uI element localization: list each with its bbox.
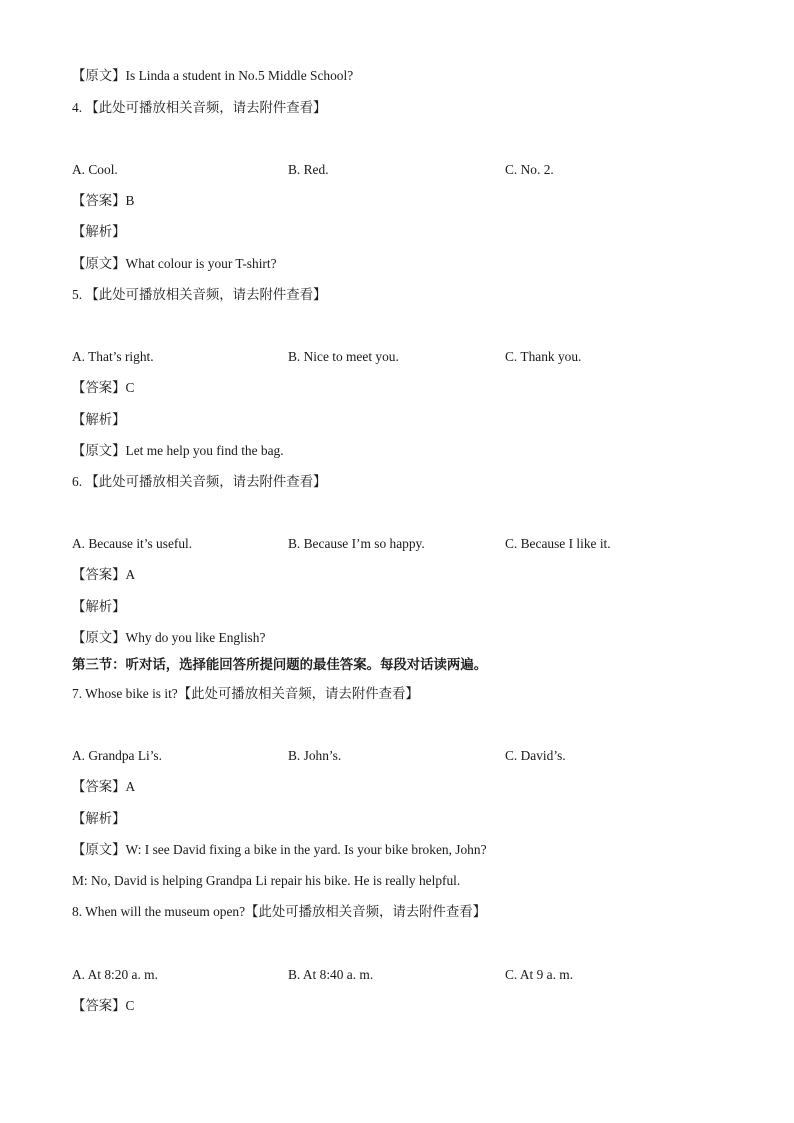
q6-option-c: C. Because I like it. — [505, 536, 611, 551]
q6-answer: 【答案】A — [72, 567, 136, 582]
q8-option-c: C. At 9 a. m. — [505, 967, 574, 982]
q7-option-b: B. John’s. — [288, 748, 342, 763]
section-3-heading: 第三节：听对话，选择能回答所提问题的最佳答案。每段对话读两遍。 — [72, 657, 488, 672]
q6-option-a: A. Because it’s useful. — [72, 536, 193, 551]
q7-option-c: C. David’s. — [505, 748, 566, 763]
q5-option-c: C. Thank you. — [505, 349, 582, 364]
q7-analysis: 【解析】 — [72, 811, 126, 826]
q4-analysis: 【解析】 — [72, 224, 126, 239]
q4-option-b: B. Red. — [288, 162, 329, 177]
q5-transcript: 【原文】Let me help you find the bag. — [72, 443, 284, 458]
q8-answer: 【答案】C — [72, 998, 135, 1013]
q5-option-b: B. Nice to meet you. — [288, 349, 399, 364]
q4-option-a: A. Cool. — [72, 162, 118, 177]
q8-option-a: A. At 8:20 a. m. — [72, 967, 158, 982]
q7-answer: 【答案】A — [72, 779, 136, 794]
q7-option-a: A. Grandpa Li’s. — [72, 748, 162, 763]
q5-analysis: 【解析】 — [72, 412, 126, 427]
question-8-prompt: 8. When will the museum open?【此处可播放相关音频，请去附件查看】 — [72, 904, 487, 919]
q4-transcript: 【原文】What colour is your T-shirt? — [72, 256, 277, 271]
q7-transcript-m: M: No, David is helping Grandpa Li repair his bike. He is really helpful. — [72, 873, 461, 888]
q4-option-c: C. No. 2. — [505, 162, 554, 177]
q6-analysis: 【解析】 — [72, 599, 126, 614]
q5-option-a: A. That’s right. — [72, 349, 154, 364]
q7-transcript-w: 【原文】W: I see David fixing a bike in the yard. Is your bike broken, John? — [72, 842, 487, 857]
transcript-text: 【原文】Is Linda a student in No.5 Middle School? — [72, 68, 354, 83]
q6-transcript: 【原文】Why do you like English? — [72, 630, 266, 645]
question-6-prompt: 6. 【此处可播放相关音频，请去附件查看】 — [72, 474, 327, 489]
question-7-prompt: 7. Whose bike is it?【此处可播放相关音频，请去附件查看】 — [72, 686, 419, 701]
q4-answer: 【答案】B — [72, 193, 135, 208]
q8-option-b: B. At 8:40 a. m. — [288, 967, 374, 982]
question-4-prompt: 4. 【此处可播放相关音频，请去附件查看】 — [72, 100, 327, 115]
q6-option-b: B. Because I’m so happy. — [288, 536, 425, 551]
question-5-prompt: 5. 【此处可播放相关音频，请去附件查看】 — [72, 287, 327, 302]
q5-answer: 【答案】C — [72, 380, 135, 395]
